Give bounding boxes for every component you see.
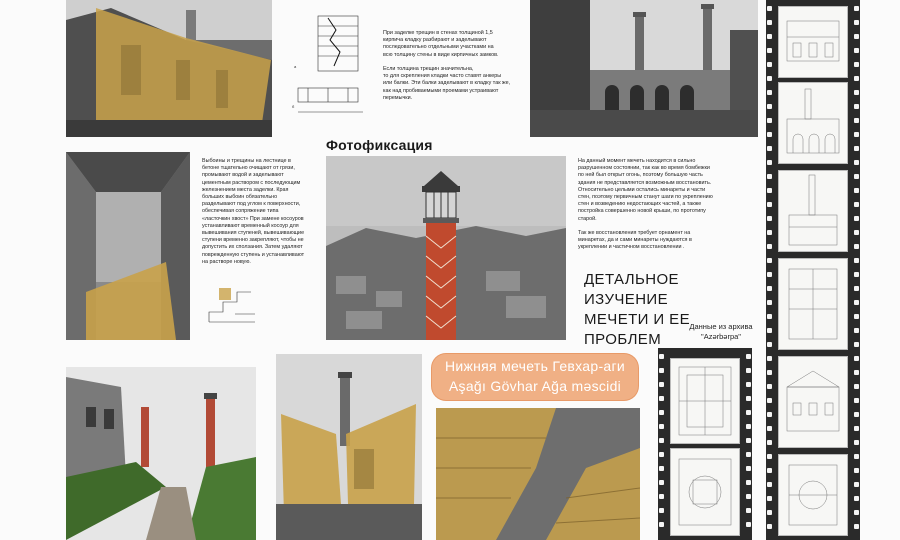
detail-title-line-2: ИЗУЧЕНИЕ <box>584 291 669 308</box>
archive-filmstrip-right <box>766 0 860 540</box>
archive-drawing-frame-8 <box>670 448 740 536</box>
archive-drawing-frame-1 <box>778 6 848 78</box>
film-perforation-right <box>853 0 860 540</box>
alley-minaret-photo <box>66 367 256 540</box>
section-title: Фотофиксация <box>326 137 433 153</box>
stair-sketch <box>205 282 265 328</box>
masonry-crack-sketch <box>288 8 378 128</box>
archive-drawing-frame-6 <box>778 454 848 536</box>
film-perforation-left <box>766 0 773 540</box>
detail-title-line-4: ПРОБЛЕМ <box>584 331 662 348</box>
ruined-corner-photo <box>276 354 422 540</box>
mosque-state-note: На данный момент мечеть находится в сильно разрушенном состоянии, так как во время бомбежки по ней был открыт огонь, поэтому большую часть здания не представляется возможным восстановить. Относительно целыми остались минареты и части стен, поэтому первичным станут шаги по укреплению стен и возведению недостающих частей, а также постройка совершенно новой крыши, по прототипу старой. Так же восстановления требует орнамент на минаретах, да и сами минареты нуждаются в укреплении и частичном восстановлении . <box>578 158 713 251</box>
wall-photo-top-left <box>66 0 272 137</box>
minaret-city-photo <box>326 156 566 340</box>
archive-drawing-frame-3 <box>778 170 848 252</box>
crack-repair-note: При заделке трещин в стенах толщиной 1,5 кирпича кладку разбирают и заделывают последовательно отдельными участками на всю толщину стены в виде кирпичных замков. Если толщина трещин значительна, то для скрепления кладки часто ставят анкеры или балки. Эти балки заделывают в кладку так же, как над пробиваемыми проемами устраивают перемычки. <box>383 30 511 101</box>
svg-text:a: a <box>294 64 297 69</box>
banner-line-2: Aşağı Gövhar Ağa məscidi <box>448 378 622 394</box>
archive-drawing-frame-5 <box>778 356 848 448</box>
archive-drawing-frame-4 <box>778 258 848 350</box>
archive-label-line-2: "Azərbərpa" <box>701 332 741 341</box>
stair-repair-note: Выбоины и трещины на лестнице в бетоне тщательно очищают от грязи, промывают водой и заделывают цементным раствором с последующим железнением места заделки. Края больших выбоин обязательно разделывают под углом к поверхности, обеспечивая сопряжение типа «ласточкин хвост» При замене косоуров устанавливают временный косоур для вывешивания ступеней, вывешивающие ступени временно закрепляют, чтобы не допустить их сползания. Затем удаляют поврежденную ступень и устанавливают на растворе новую. <box>202 158 305 265</box>
damaged-wall-photo <box>436 408 640 540</box>
film-perforation-right-bottom <box>745 348 752 540</box>
detail-title-line-3: МЕЧЕТИ И ЕЕ <box>584 311 690 328</box>
film-perforation-left-bottom <box>658 348 665 540</box>
detail-title-line-1: ДЕТАЛЬНОЕ <box>584 271 679 288</box>
archive-filmstrip-bottom <box>658 348 752 540</box>
archive-label-line-1: Данные из архива <box>689 322 753 331</box>
archive-drawing-frame-2 <box>778 82 848 164</box>
svg-text:б: б <box>292 104 295 109</box>
mosque-photo-top-right <box>530 0 758 137</box>
stair-tunnel-photo <box>66 152 190 340</box>
archive-label <box>683 322 759 342</box>
banner-line-1: Нижняя мечеть Гевхар-аги <box>444 358 626 374</box>
mosque-name-banner <box>432 354 638 400</box>
archive-drawing-frame-7 <box>670 358 740 444</box>
detail-study-title <box>584 270 690 350</box>
